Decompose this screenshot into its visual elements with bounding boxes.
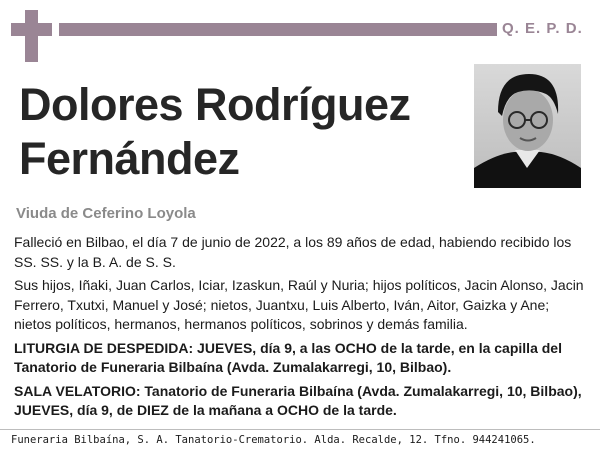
portrait-illustration bbox=[474, 64, 581, 188]
portrait-photo bbox=[474, 64, 581, 188]
death-notice-paragraph: Falleció en Bilbao, el día 7 de junio de 2022, a los 89 años de edad, habiendo recibido los SS. SS. y la B. A. de S. S. bbox=[14, 234, 572, 270]
widow-of-line: Viuda de Ceferino Loyola bbox=[16, 205, 196, 222]
deceased-name-line1: Dolores Rodríguez bbox=[19, 79, 411, 130]
wake-room-paragraph: SALA VELATORIO: Tanatorio de Funeraria Bilbaína (Avda. Zumalakarregi, 10, Bilbao), JUEVES, día 9, de DIEZ de la mañana a OCHO de la tarde. bbox=[14, 382, 582, 418]
header-rule bbox=[59, 23, 497, 36]
family-paragraph: Sus hijos, Iñaki, Juan Carlos, Iciar, Izaskun, Raúl y Nuria; hijos políticos, Jacin Alonso, Jacin Ferrero, Txutxi, Manuel y José; nietos, Juantxu, Luis Alberto, Iván, Aitor, Gaizka y Ane; nietos políticos, hermanos, hermanos políticos, sobrinos y demás familia. bbox=[14, 277, 584, 332]
cross-icon-vertical bbox=[25, 10, 38, 62]
obituary-body bbox=[14, 233, 588, 425]
liturgy-paragraph: LITURGIA DE DESPEDIDA: JUEVES, día 9, a las OCHO de la tarde, en la capilla del Tanatorio de Funeraria Bilbaína (Avda. Zumalakarregi, 10, Bilbao). bbox=[14, 339, 562, 375]
footer-divider bbox=[0, 429, 600, 430]
cross-icon-horizontal bbox=[11, 23, 52, 36]
qepd-label: Q. E. P. D. bbox=[502, 20, 583, 37]
deceased-name bbox=[19, 78, 459, 186]
funeral-home-footer: Funeraria Bilbaína, S. A. Tanatorio-Crematorio. Alda. Recalde, 12. Tfno. 944241065. bbox=[11, 434, 536, 446]
deceased-name-line2: Fernández bbox=[19, 133, 240, 184]
